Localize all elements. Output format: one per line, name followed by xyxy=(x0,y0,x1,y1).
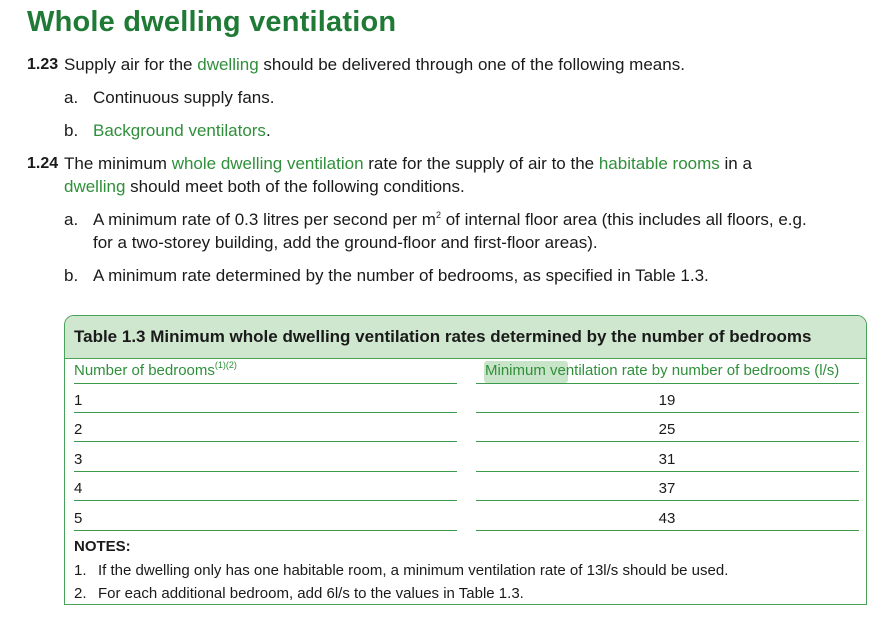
table-1-3 xyxy=(64,315,867,605)
col-header-bedrooms-label: Number of bedrooms xyxy=(74,362,215,379)
clause-1-24-text-d: should meet both of the following conditions. xyxy=(125,177,465,196)
cell-bedrooms: 1 xyxy=(74,392,83,409)
clause-1-23-text xyxy=(64,54,685,76)
row-rule-right xyxy=(476,441,859,442)
background-ventilators-link[interactable]: Background ventilators xyxy=(93,121,266,140)
condition-a-text-after: of internal floor area (this includes all floors, e.g. xyxy=(441,210,807,229)
item-letter-a: a. xyxy=(64,88,79,107)
row-rule-right xyxy=(476,412,859,413)
table-caption: Table 1.3 Minimum whole dwelling ventilation rates determined by the number of bedrooms xyxy=(65,316,866,359)
cell-bedrooms: 2 xyxy=(74,421,83,438)
col-header-rate: Minimum ventilation rate by number of bedrooms (l/s) xyxy=(485,362,840,379)
col-header-bedrooms xyxy=(74,360,237,382)
clause-1-23-text-after: should be delivered through one of the following means. xyxy=(258,55,685,74)
clause-1-24-text-a: The minimum xyxy=(64,154,172,173)
clause-1-24-line-1 xyxy=(64,153,752,175)
cell-rate: 25 xyxy=(658,421,676,438)
whole-dwelling-ventilation-link[interactable]: whole dwelling ventilation xyxy=(171,154,364,173)
row-rule-left xyxy=(74,441,457,442)
clause-1-24-text-b: rate for the supply of air to the xyxy=(363,154,599,173)
cell-bedrooms: 4 xyxy=(74,480,83,497)
clause-1-23-text-before: Supply air for the xyxy=(64,55,198,74)
dwelling-link-2[interactable]: dwelling xyxy=(64,177,126,196)
clause-1-24-line-2 xyxy=(64,176,465,198)
condition-a-line-1 xyxy=(93,209,807,231)
cell-rate: 31 xyxy=(658,451,676,468)
condition-a-text-before: A minimum rate of 0.3 litres per second per m xyxy=(93,210,436,229)
row-rule-left xyxy=(74,471,457,472)
row-rule-left xyxy=(74,412,457,413)
item-b-text xyxy=(93,120,271,142)
habitable-rooms-link[interactable]: habitable rooms xyxy=(598,154,720,173)
note-1 xyxy=(74,562,728,579)
row-rule-right xyxy=(476,500,859,501)
row-rule-right xyxy=(476,471,859,472)
clause-number-1-24: 1.24 xyxy=(27,155,59,172)
item-b-suffix: . xyxy=(265,121,271,140)
item-letter-b: b. xyxy=(64,121,79,140)
condition-a-line-2: for a two-storey building, add the ground-floor and first-floor areas). xyxy=(93,233,598,252)
cell-bedrooms: 5 xyxy=(74,510,83,527)
note-2 xyxy=(74,585,524,602)
note-text: If the dwelling only has one habitable room, a minimum ventilation rate of 13l/s should be used. xyxy=(98,562,729,579)
note-text: For each additional bedroom, add 6l/s to the values in Table 1.3. xyxy=(98,585,524,602)
dwelling-link[interactable]: dwelling xyxy=(197,55,259,74)
condition-letter-b: b. xyxy=(64,266,79,285)
header-rule-right xyxy=(476,383,859,384)
row-rule-left xyxy=(74,530,457,531)
note-number: 1. xyxy=(74,562,87,579)
item-a-text: Continuous supply fans. xyxy=(93,88,275,107)
row-rule-left xyxy=(74,500,457,501)
clause-1-24-text-c: in a xyxy=(719,154,752,173)
squared-superscript: 2 xyxy=(435,210,441,220)
clause-number-1-23: 1.23 xyxy=(27,56,59,73)
note-number: 2. xyxy=(74,585,87,602)
notes-title: NOTES: xyxy=(74,538,131,555)
cell-bedrooms: 3 xyxy=(74,451,83,468)
condition-b-text: A minimum rate determined by the number of bedrooms, as specified in Table 1.3. xyxy=(93,266,709,285)
header-rule-left xyxy=(74,383,457,384)
row-rule-right xyxy=(476,530,859,531)
cell-rate: 37 xyxy=(658,480,676,497)
col-header-note-refs: (1)(2) xyxy=(214,360,237,370)
cell-rate: 43 xyxy=(658,510,676,527)
condition-letter-a: a. xyxy=(64,210,79,229)
cell-rate: 19 xyxy=(658,392,676,409)
page-heading: Whole dwelling ventilation xyxy=(27,6,397,38)
